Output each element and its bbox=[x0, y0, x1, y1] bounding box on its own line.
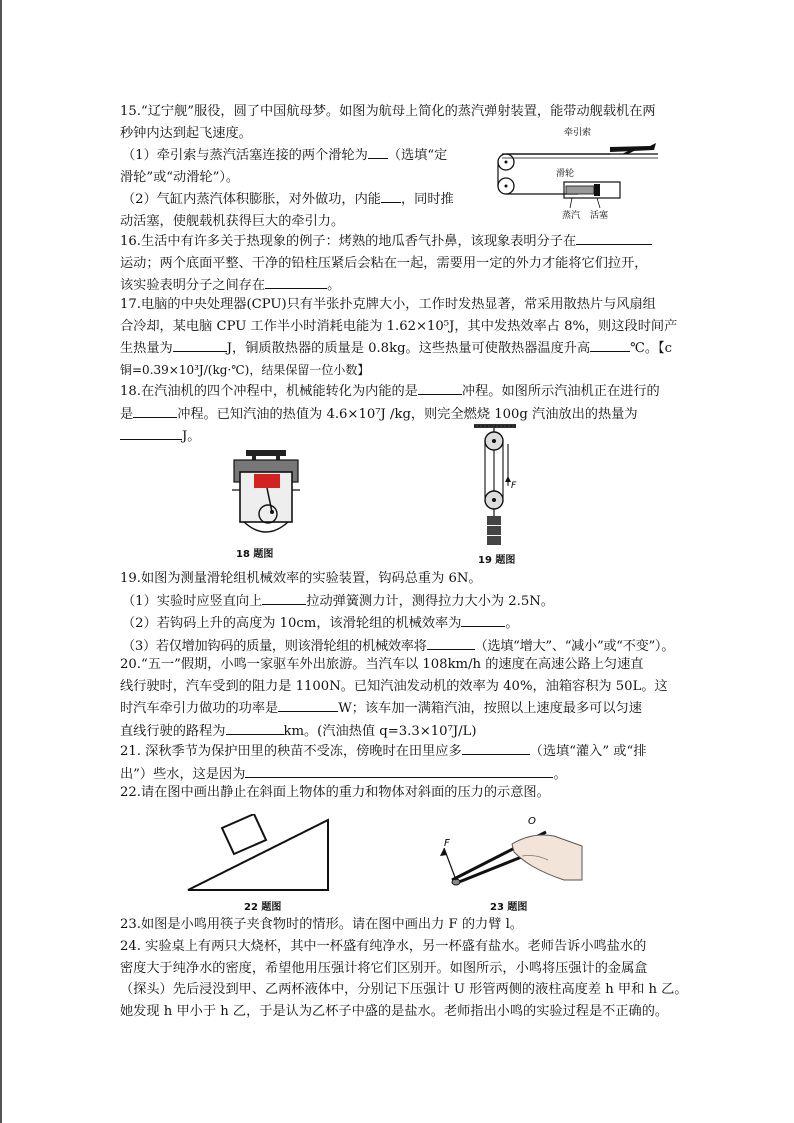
q16-line-3: 该实验表明分子之间存在 bbox=[120, 278, 266, 293]
q23-line-1: 23.如图是小鸣用筷子夹食物时的情形。请在图中画出力 F 的力臂 l。 bbox=[120, 917, 523, 932]
q17-blank-1[interactable] bbox=[173, 337, 227, 352]
question-19 bbox=[120, 568, 700, 657]
q15-line-1: 15.“辽宁舰”服役，圆了中国航母梦。如图为航母上简化的蒸汽弹射装置，能带动舰载机在两 bbox=[120, 104, 656, 119]
question-17 bbox=[120, 294, 700, 381]
q16-line-1: 16.生活中有许多关于热现象的例子：烤熟的地瓜香气扑鼻，该现象表明分子在 bbox=[120, 234, 577, 249]
q15-part2-text: （2）气缸内蒸汽体积膨胀，对外做功，内能 bbox=[122, 192, 381, 207]
q21-line-2b: 。 bbox=[553, 766, 567, 782]
caption-19: 19 题图 bbox=[478, 555, 516, 566]
chopsticks-figure bbox=[436, 810, 584, 892]
q17-line-3b: J，铜质散热器的质量是 0.8kg。这些热量可使散热器温度升高 bbox=[226, 341, 591, 356]
q21-line-1a: 21. 深秋季节为保护田里的秧苗不受冻，傍晚时在田里应多 bbox=[120, 744, 462, 759]
q16-line-2: 运动；两个底面平整、干净的铅柱压紧后会粘在一起，需要用一定的外力才能将它们拉开， bbox=[120, 255, 648, 271]
question-23 bbox=[120, 914, 700, 936]
q20-line-3b: W；该车加一满箱汽油，按照以上速度最多可以匀速 bbox=[338, 701, 642, 716]
q19-blank-2[interactable] bbox=[461, 612, 505, 627]
page-left-border bbox=[0, 0, 2, 1123]
q18-line-2a: 是 bbox=[120, 406, 134, 422]
fig-pulley-label: 滑轮 bbox=[556, 169, 575, 179]
q19-line-3b: 。 bbox=[505, 616, 519, 631]
q20-blank-2[interactable] bbox=[226, 720, 284, 735]
q18-blank-2[interactable] bbox=[133, 403, 177, 418]
piston-icon bbox=[254, 474, 280, 488]
q20-line-4a: 直线行驶的路程为 bbox=[120, 723, 226, 739]
block-on-incline bbox=[222, 814, 266, 854]
q21-blank-2[interactable] bbox=[245, 763, 553, 778]
incline-figure bbox=[184, 814, 332, 894]
q19-line-4a: （3）若仅增加钩码的质量，则该滑轮组的机械效率将 bbox=[122, 638, 427, 654]
fig-piston-label: 活塞 bbox=[590, 211, 609, 220]
q24-line-2: 密度大于纯净水的密度，希望他用压强计将它们区别开。如图所示，小鸣将压强计的金属盒 bbox=[120, 960, 648, 976]
engine-figure bbox=[228, 450, 304, 542]
fig23-pivot-label: O bbox=[528, 816, 536, 827]
q20-line-2: 线行驶时，汽车受到的阻力是 1100N。已知汽油发动机的效率为 40%，油箱容积为 50L。这 bbox=[120, 678, 668, 694]
q24-line-3: （探头）先后浸没到甲、乙两杯液体中，分别记下压强计 U 形管两侧的液柱高度差 h 甲和 h 乙。 bbox=[120, 982, 688, 997]
q16-line-3-tail: 。 bbox=[327, 278, 341, 293]
q19-line-2a: （1）实验时应竖直向上 bbox=[122, 593, 263, 609]
q18-blank-3[interactable] bbox=[120, 425, 182, 440]
fig23-force-label: F bbox=[444, 838, 450, 849]
question-16 bbox=[120, 230, 700, 297]
q15-blank-1[interactable] bbox=[368, 144, 388, 159]
q19-line-2b: 拉动弹簧测力计，测得拉力大小为 2.5N。 bbox=[306, 593, 554, 609]
q15-part1-tail: （选填“定 bbox=[387, 148, 448, 163]
q17-line-4: 铜=0.39×10³J/(kg·℃)，结果保留一位小数】 bbox=[120, 362, 370, 377]
caption-22: 22 题图 bbox=[244, 902, 282, 913]
q21-blank-1[interactable] bbox=[462, 740, 530, 755]
q17-line-1: 17.电脑的中央处理器(CPU)只有半张扑克牌大小，工作时发热显著，常采用散热片与风扇组 bbox=[120, 297, 656, 312]
caption-23: 23 题图 bbox=[490, 902, 528, 913]
fig19-force-label: F bbox=[511, 481, 517, 491]
q15-part2-tail: ，同时推 bbox=[400, 192, 454, 207]
q15-line-4: 滑轮”或“动滑轮”）。 bbox=[120, 169, 240, 185]
hook-weight-3 bbox=[487, 536, 501, 545]
q16-blank-1[interactable] bbox=[576, 230, 652, 245]
q18-line-2b: 冲程。已知汽油的热值为 4.6×10⁷J /kg，则完全燃烧 100g 汽油放出的热量为 bbox=[177, 406, 638, 422]
q18-line-1b: 冲程。如图所示汽油机正在进行的 bbox=[461, 384, 660, 399]
question-20 bbox=[120, 654, 700, 742]
q20-line-3a: 时汽车牵引力做功的功率是 bbox=[120, 701, 279, 716]
hook-weight-1 bbox=[487, 516, 501, 525]
q20-blank-1[interactable] bbox=[278, 697, 338, 712]
q19-line-3a: （2）若钩码上升的高度为 10cm，该滑轮组的机械效率为 bbox=[122, 616, 462, 631]
q15-part1-text: （1）牵引索与蒸汽活塞连接的两个滑轮为 bbox=[122, 148, 368, 163]
pulley-system-figure bbox=[470, 424, 530, 552]
q21-line-1b: （选填“灌入” 或“排 bbox=[529, 744, 647, 759]
catapult-figure bbox=[482, 124, 660, 220]
q18-line-3: J。 bbox=[182, 429, 201, 444]
q24-line-4: 她发现 h 甲小于 h 乙，于是认为乙杯子中盛的是盐水。老师指出小鸣的实验过程是不正确的。 bbox=[120, 1003, 669, 1019]
q19-blank-1[interactable] bbox=[262, 590, 306, 605]
hand-icon bbox=[512, 835, 582, 880]
q17-line-2: 合冷却，某电脑 CPU 工作半小时消耗电能为 1.62×10⁵J，其中发热效率占 8%，则这段时间产 bbox=[120, 318, 678, 334]
q17-line-3a: 生热量为 bbox=[120, 341, 173, 356]
q15-line-6: 动活塞，使舰载机获得巨大的牵引力。 bbox=[120, 213, 345, 229]
caption-18: 18 题图 bbox=[236, 549, 274, 560]
question-21 bbox=[120, 740, 700, 785]
question-22 bbox=[120, 782, 700, 804]
q19-line-1: 19.如图为测量滑轮组机械效率的实验装置，钩码总重为 6N。 bbox=[120, 571, 482, 586]
q22-line-1: 22.请在图中画出静止在斜面上物体的重力和物体对斜面的压力的示意图。 bbox=[120, 785, 550, 800]
q20-line-1: 20.“五一”假期，小鸣一家驱车外出旅游。当汽车以 108km/h 的速度在高速公路上匀速直 bbox=[120, 657, 644, 672]
q18-blank-1[interactable] bbox=[418, 380, 462, 395]
q19-line-4b: （选填“增大”、“减小”或“不变”）。 bbox=[474, 638, 675, 654]
q20-line-4b: km。(汽油热值 q=3.3×10⁷J/L) bbox=[283, 723, 477, 739]
hook-weight-2 bbox=[487, 526, 501, 535]
q17-line-3c: ℃。【c bbox=[630, 341, 673, 356]
q21-line-2a: 出”）些水，这是因为 bbox=[120, 766, 246, 782]
q15-line-2: 秒钟内达到起飞速度。 bbox=[120, 125, 252, 141]
q24-line-1: 24. 实验桌上有两只大烧杯，其中一杯盛有纯净水，另一杯盛有盐水。老师告诉小鸣盐水的 bbox=[120, 939, 647, 954]
q19-blank-3[interactable] bbox=[427, 635, 475, 650]
fig-steam-label: 蒸汽 bbox=[562, 211, 581, 220]
question-18 bbox=[120, 380, 700, 448]
q16-blank-2[interactable] bbox=[265, 274, 327, 289]
q17-blank-2[interactable] bbox=[590, 337, 630, 352]
q15-blank-2[interactable] bbox=[381, 188, 401, 203]
q18-line-1a: 18.在汽油机的四个冲程中，机械能转化为内能的是 bbox=[120, 384, 418, 399]
fig-rope-label: 牵引索 bbox=[564, 128, 592, 138]
question-24 bbox=[120, 936, 700, 1022]
